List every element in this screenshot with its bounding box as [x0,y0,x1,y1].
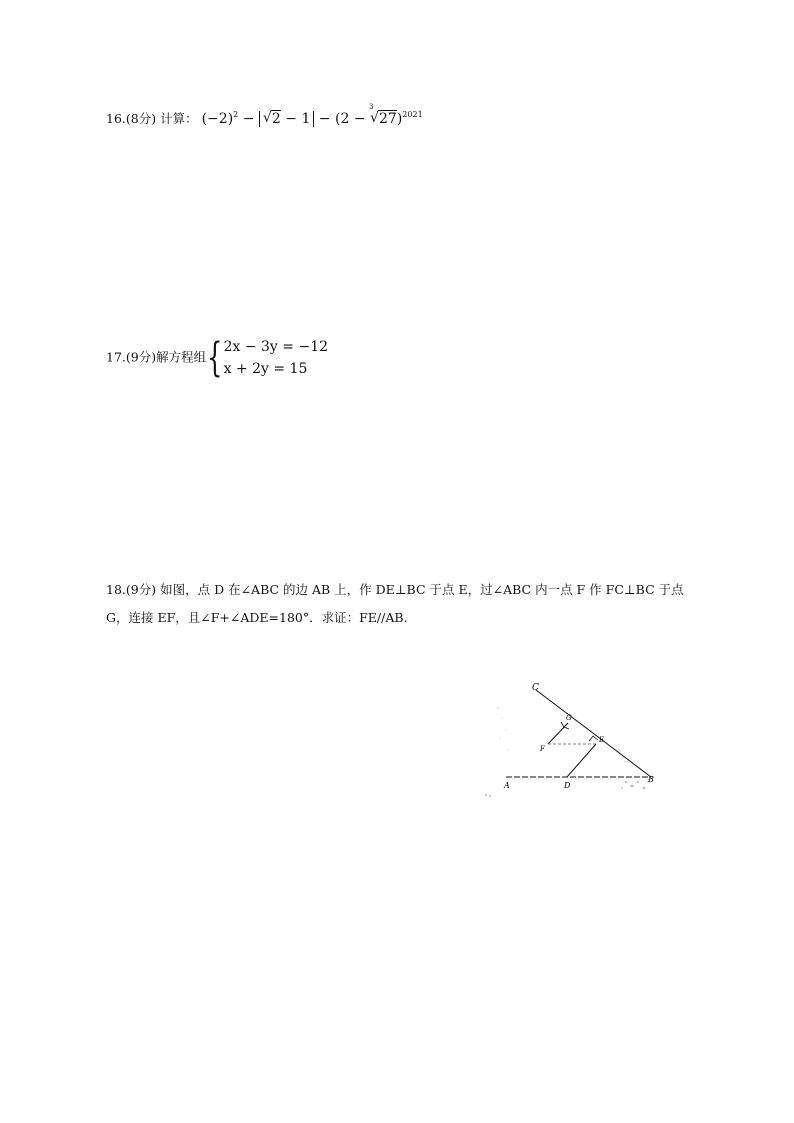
question-17 [106,336,328,380]
radicand: 27 [379,111,397,127]
abs-rest: − 1 [280,111,311,127]
question-number: 16. [106,111,126,126]
label-c: C [532,683,539,693]
label-e: E [599,736,605,744]
paren-close: ) [396,111,403,127]
system-brace: { [207,335,223,381]
cube-root: 3 √ 27 [369,103,397,127]
term-neg-two: (−2) [201,111,234,127]
segment-fg [548,723,568,744]
question-16 [106,103,423,130]
line-bc [536,690,651,777]
equation-2: x + 2y = 15 [223,361,308,377]
question-instruction: 解方程组 [156,349,207,365]
absolute-value [259,111,314,127]
geometry-figure [476,678,666,808]
right-angle-mark-e [589,736,598,741]
label-a: A [504,781,510,790]
exponent-two: 2 [233,110,239,119]
question-points: (8分) [125,111,157,126]
paren-open: (2 − [335,111,370,127]
operator-minus: − [314,111,335,127]
question-points: (9分) [125,349,157,365]
square-root: √ 2 [262,110,281,127]
exponent-2021: 2021 [402,110,423,119]
equation-1: 2x − 3y = −12 [223,339,329,355]
equation-system [224,336,328,380]
expression [201,103,423,127]
label-b: B [648,775,654,784]
question-text-line1: 如图，点 D 在∠ABC 的边 AB 上，作 DE⊥BC 于点 E，过∠ABC 内一点 F 作 FC⊥BC 于点 [160,582,684,597]
radicand: 2 [271,111,281,127]
question-number: 17. [106,349,126,365]
label-g: G [566,714,572,722]
root-index: 3 [369,103,374,111]
question-instruction: 计算： [160,111,198,126]
question-18 [106,580,706,628]
question-number: 18. [106,582,126,597]
label-f: F [540,745,545,753]
operator-minus: − [238,111,259,127]
question-points: (9分) [125,582,157,597]
label-d: D [564,781,571,790]
question-text-line2: G，连接 EF，且∠F+∠ADE=180°．求证：FE//AB. [106,610,408,625]
segment-de [567,744,596,777]
